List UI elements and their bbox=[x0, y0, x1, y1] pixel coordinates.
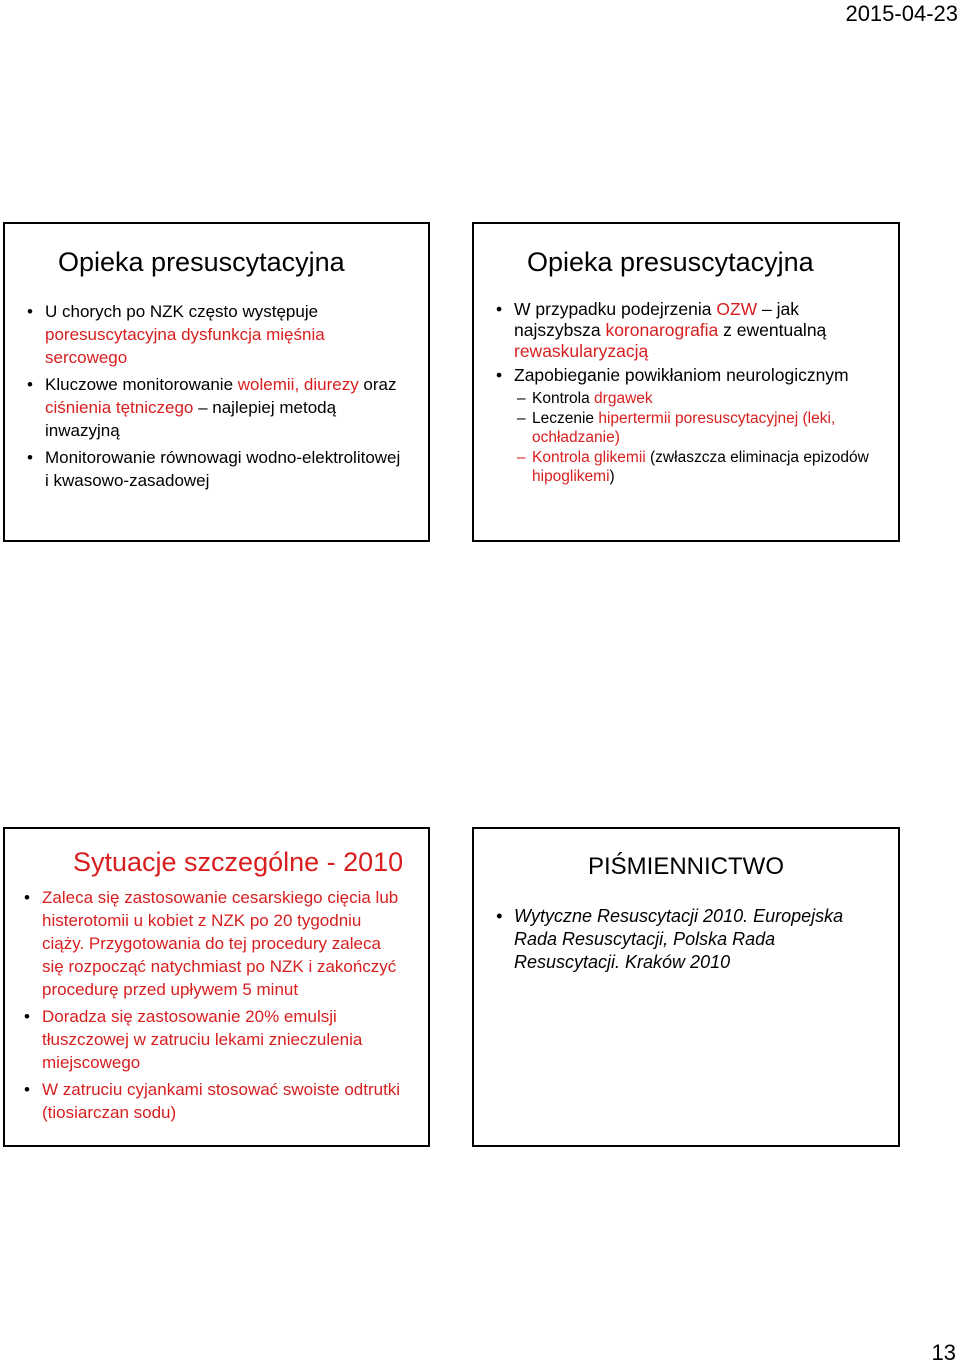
slide-4 bbox=[472, 827, 900, 1147]
slide-1 bbox=[3, 222, 430, 542]
slide-title: PIŚMIENNICTWO bbox=[588, 853, 784, 880]
bullet-highlight: drgawek bbox=[594, 390, 653, 407]
bullet-text: Leczenie bbox=[532, 410, 599, 427]
bullet-text: – jak najszybsza bbox=[514, 299, 799, 340]
bullet-list bbox=[514, 299, 889, 487]
bullet-text: – najlepiej metodą inwazyjną bbox=[45, 398, 337, 440]
slide-title: Opieka presuscytacyjna bbox=[58, 247, 345, 277]
bullet-highlight: wolemii, diurezy bbox=[237, 375, 359, 394]
bullet-text: oraz bbox=[358, 375, 397, 394]
slide-title: Opieka presuscytacyjna bbox=[527, 247, 814, 277]
slide-3 bbox=[3, 827, 430, 1147]
bullet-list bbox=[514, 905, 884, 974]
bullet-highlight: Doradza się zastosowanie 20% emulsji tłuszczowej w zatruciu lekami znieczulenia miejscowego bbox=[42, 1007, 363, 1072]
page-number: 13 bbox=[931, 1340, 956, 1365]
bullet-highlight: Zaleca się zastosowanie cesarskiego cięcia lub histerotomii u kobiet z NZK po 20 tygodniu ciąży. Przygotowania do tej procedury zaleca się rozpocząć natychmiast po NZK i zakończyć procedurę przed upływem 5 minut bbox=[42, 888, 399, 999]
sub-list-item bbox=[514, 389, 889, 408]
dash-marker: – bbox=[517, 449, 526, 466]
bullet-text: U chorych po NZK często występuje bbox=[45, 302, 319, 321]
list-item bbox=[45, 446, 405, 492]
list-item bbox=[514, 905, 884, 974]
reference-text: Wytyczne Resuscytacji 2010. Europejska Rada Resuscytacji, Polska Rada Resuscytacji. Kraków 2010 bbox=[514, 906, 844, 972]
list-item bbox=[42, 1005, 402, 1074]
bullet-highlight: hipertermii poresuscytacyjnej (leki, ochładzanie) bbox=[532, 410, 836, 446]
bullet-highlight: koronarografia bbox=[605, 320, 719, 340]
bullet-text: ) bbox=[609, 468, 615, 485]
list-item bbox=[514, 299, 889, 362]
list-item bbox=[42, 1078, 402, 1124]
list-item bbox=[514, 365, 889, 386]
bullet-highlight: poresuscytacyjna dysfunkcja mięśnia sercowego bbox=[45, 325, 325, 367]
bullet-text: Zapobieganie powikłaniom neurologicznym bbox=[514, 365, 849, 385]
list-item bbox=[42, 886, 402, 1001]
bullet-highlight: ciśnienia tętniczego bbox=[45, 398, 194, 417]
bullet-text: (zwłaszcza eliminacja epizodów bbox=[645, 449, 869, 466]
page-date: 2015-04-23 bbox=[845, 1, 958, 26]
bullet-highlight: OZW bbox=[716, 299, 758, 319]
bullet-text: W przypadku podejrzenia bbox=[514, 299, 717, 319]
bullet-text: z ewentualną bbox=[718, 320, 827, 340]
dash-marker: – bbox=[517, 390, 526, 407]
bullet-highlight: rewaskularyzacją bbox=[514, 341, 649, 361]
bullet-highlight: Kontrola glikemii bbox=[532, 449, 646, 466]
bullet-list bbox=[45, 300, 405, 496]
dash-marker: – bbox=[517, 410, 526, 427]
bullet-highlight: hipoglikemi bbox=[532, 468, 610, 485]
bullet-text: Monitorowanie równowagi wodno-elektrolitowej i kwasowo-zasadowej bbox=[45, 448, 401, 490]
bullet-text: Kluczowe monitorowanie bbox=[45, 375, 238, 394]
list-item bbox=[45, 300, 405, 369]
slide-2 bbox=[472, 222, 900, 542]
sub-list-item bbox=[514, 448, 889, 486]
slide-title: Sytuacje szczególne - 2010 bbox=[73, 847, 404, 877]
bullet-list bbox=[42, 886, 402, 1128]
list-item bbox=[45, 373, 405, 442]
bullet-text: Kontrola bbox=[532, 390, 595, 407]
bullet-highlight: W zatruciu cyjankami stosować swoiste odtrutki (tiosiarczan sodu) bbox=[42, 1080, 401, 1122]
sub-list-item bbox=[514, 409, 889, 447]
